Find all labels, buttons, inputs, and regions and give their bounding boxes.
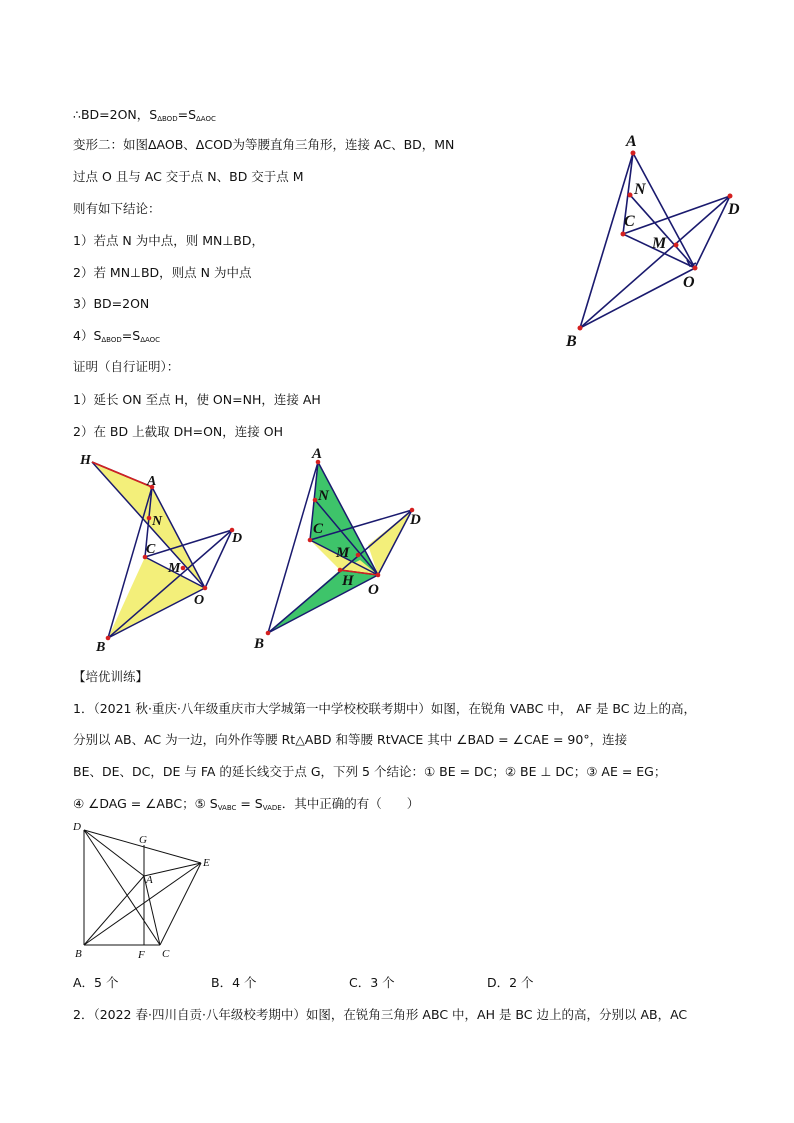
- label-O: O: [368, 582, 379, 598]
- label-A: A: [312, 446, 323, 462]
- subscript: ΔBOD: [101, 336, 122, 344]
- label-H: H: [80, 453, 91, 468]
- proof-step-1: 1）延长 ON 至点 H，使 ON=NH，连接 AH: [73, 392, 321, 407]
- conclusion-3: 3）BD=2ON: [73, 296, 150, 311]
- figure-proof-1: [75, 448, 255, 658]
- label-C: C: [162, 948, 170, 960]
- label-B: B: [75, 948, 82, 960]
- q1-line-1: 1．（2021 秋·重庆·八年级重庆市大学城第一中学校校联考期中）如图，在锐角 VABC 中， AF 是 BC 边上的高，: [73, 701, 696, 716]
- choice-d[interactable]: D．2 个: [487, 975, 534, 990]
- proof-step-2: 2）在 BD 上截取 DH=ON，连接 OH: [73, 424, 283, 439]
- label-C: C: [624, 213, 635, 230]
- conclusion-1: 1）若点 N 为中点，则 MN⊥BD，: [73, 233, 264, 248]
- label-F: F: [138, 949, 145, 961]
- proof-heading: 证明（自行证明）：: [73, 359, 180, 374]
- text: ．其中正确的有（ ）: [281, 796, 420, 811]
- text: ∴BD=2ON，S: [73, 107, 158, 122]
- section-title: 【培优训练】: [73, 669, 149, 684]
- choice-a[interactable]: A．5 个: [73, 975, 119, 990]
- q2-line-1: 2．（2022 春·四川自贡·八年级校考期中）如图，在锐角三角形 ABC 中，AH 是 BC 边上的高，分别以 AB，AC: [73, 1007, 688, 1022]
- choice-b[interactable]: B．4 个: [211, 975, 257, 990]
- label-D: D: [728, 201, 740, 218]
- figure-proof-2: [250, 445, 430, 655]
- label-M: M: [168, 561, 181, 576]
- q1-line-2: 分别以 AB、AC 为一边，向外作等腰 Rt△ABD 和等腰 RtVACE 其中 ∠BAD = ∠CAE = 90°，连接: [73, 732, 628, 747]
- text: = S: [236, 796, 263, 811]
- q1-figure: [70, 816, 220, 964]
- label-O: O: [683, 274, 695, 291]
- label-C: C: [313, 521, 324, 537]
- label-A: A: [146, 874, 153, 886]
- text: =S: [121, 328, 141, 343]
- label-D: D: [410, 512, 421, 528]
- subscript: ΔAOC: [196, 115, 216, 123]
- conclusion-heading: 则有如下结论：: [73, 201, 161, 216]
- label-N: N: [152, 514, 163, 529]
- subscript: ΔBOD: [157, 115, 178, 123]
- label-D: D: [232, 531, 243, 546]
- label-C: C: [146, 542, 156, 557]
- subscript: VABC: [217, 804, 237, 812]
- label-H: H: [342, 573, 354, 589]
- q1-line-4: [73, 794, 419, 812]
- label-B: B: [254, 636, 265, 652]
- label-A: A: [147, 474, 157, 489]
- conclusion-4: [73, 326, 160, 344]
- label-B: B: [566, 333, 577, 350]
- label-B: B: [96, 640, 106, 655]
- figure-variant-two: [555, 128, 745, 353]
- q1-line-3: BE、DE、DC，DE 与 FA 的延长线交于点 G，下列 5 个结论：① BE = DC；② BE ⊥ DC；③ AE = EG；: [73, 764, 667, 779]
- label-N: N: [634, 181, 646, 198]
- label-M: M: [652, 235, 667, 252]
- text: =S: [177, 107, 197, 122]
- text: ④ ∠DAG = ∠ABC；⑤ S: [73, 796, 218, 811]
- label-M: M: [336, 545, 350, 561]
- label-N: N: [318, 488, 329, 504]
- label-D: D: [73, 821, 81, 833]
- q1-choices: [73, 973, 625, 991]
- conclusion-2: 2）若 MN⊥BD，则点 N 为中点: [73, 265, 252, 280]
- label-O: O: [194, 593, 205, 608]
- choice-c[interactable]: C．3 个: [349, 975, 395, 990]
- label-G: G: [139, 834, 147, 846]
- conclusion-line: [73, 105, 216, 123]
- label-A: A: [626, 133, 637, 150]
- variant-continuation: 过点 O 且与 AC 交于点 N、BD 交于点 M: [73, 169, 304, 184]
- subscript: ΔAOC: [140, 336, 161, 344]
- text: 4）S: [73, 328, 102, 343]
- variant-title: 变形二：如图ΔAOB、ΔCOD为等腰直角三角形，连接 AC、BD，MN: [73, 137, 455, 152]
- subscript: VADE: [262, 804, 282, 812]
- label-E: E: [203, 857, 210, 869]
